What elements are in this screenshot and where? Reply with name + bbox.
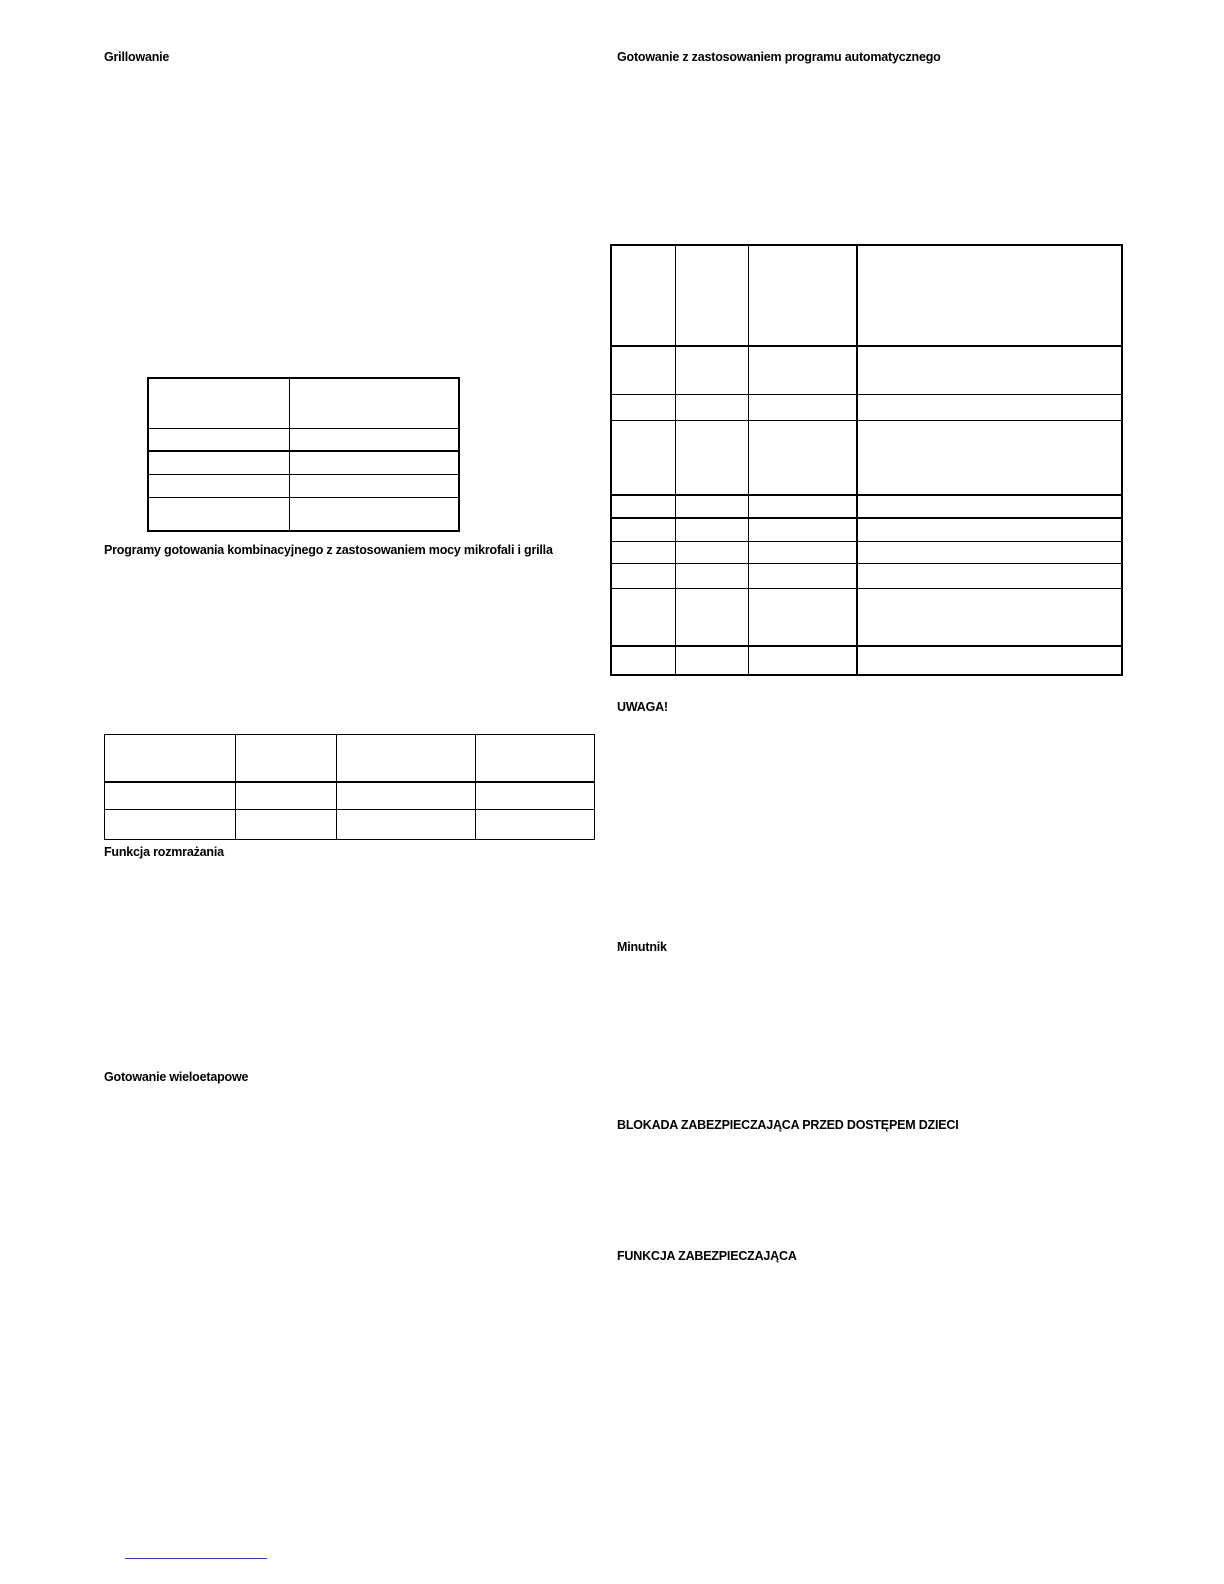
table-cell: [337, 782, 476, 810]
table-cell: [611, 563, 675, 588]
table-cell: [611, 646, 675, 675]
table-cell: [675, 518, 748, 541]
table-row: [105, 782, 595, 810]
table-cell: [748, 563, 857, 588]
table-cell: [148, 378, 289, 428]
table-row: [148, 378, 459, 428]
table-cell: [748, 646, 857, 675]
table-cell: [476, 735, 595, 782]
table-row: [611, 541, 1122, 563]
table-row: [148, 474, 459, 497]
table-cell: [289, 428, 459, 451]
table-row: [148, 497, 459, 531]
table-cell: [148, 497, 289, 531]
table-cell: [289, 474, 459, 497]
table-cell: [289, 497, 459, 531]
table-cell: [857, 420, 1122, 495]
table-cell: [748, 420, 857, 495]
table-cell: [611, 588, 675, 646]
grill-table: [147, 377, 460, 532]
grilling-heading: Grillowanie: [104, 50, 170, 64]
table-cell: [289, 451, 459, 474]
table-cell: [236, 810, 337, 840]
table-cell: [857, 563, 1122, 588]
table-row: [611, 518, 1122, 541]
table-row: [148, 451, 459, 474]
table-cell: [476, 782, 595, 810]
table-cell: [675, 394, 748, 420]
table-row: [105, 735, 595, 782]
timer-heading: Minutnik: [617, 940, 667, 954]
table-cell: [476, 810, 595, 840]
table-cell: [857, 541, 1122, 563]
table-cell: [148, 451, 289, 474]
table-cell: [611, 420, 675, 495]
table-cell: [675, 646, 748, 675]
footnote-rule: [125, 1558, 267, 1559]
combi-programs-heading: Programy gotowania kombinacyjnego z zastosowaniem mocy mikrofali i grilla: [104, 543, 553, 557]
auto-program-table: [610, 244, 1123, 676]
table-cell: [857, 245, 1122, 346]
table-row: [611, 420, 1122, 495]
table-row: [611, 495, 1122, 518]
table-cell: [675, 420, 748, 495]
table-cell: [748, 495, 857, 518]
table-cell: [857, 588, 1122, 646]
table-cell: [857, 518, 1122, 541]
note-heading: UWAGA!: [617, 700, 668, 714]
safety-function-heading: FUNKCJA ZABEZPIECZAJĄCA: [617, 1249, 797, 1263]
table-cell: [611, 541, 675, 563]
table-cell: [675, 495, 748, 518]
table-cell: [857, 394, 1122, 420]
table-cell: [857, 495, 1122, 518]
table-cell: [337, 810, 476, 840]
table-cell: [857, 346, 1122, 394]
table-row: [148, 428, 459, 451]
auto-program-heading: Gotowanie z zastosowaniem programu automatycznego: [617, 50, 941, 64]
table-cell: [675, 245, 748, 346]
table-row: [105, 810, 595, 840]
table-cell: [857, 646, 1122, 675]
combi-table: [104, 734, 595, 840]
table-row: [611, 588, 1122, 646]
table-cell: [105, 782, 236, 810]
table-cell: [236, 735, 337, 782]
table-row: [611, 394, 1122, 420]
table-row: [611, 245, 1122, 346]
table-cell: [748, 346, 857, 394]
table-cell: [748, 394, 857, 420]
table-row: [611, 563, 1122, 588]
table-cell: [236, 782, 337, 810]
table-cell: [611, 346, 675, 394]
table-row: [611, 646, 1122, 675]
table-cell: [611, 245, 675, 346]
table-cell: [148, 474, 289, 497]
multistage-heading: Gotowanie wieloetapowe: [104, 1070, 249, 1084]
table-cell: [611, 518, 675, 541]
defrost-heading: Funkcja rozmrażania: [104, 845, 224, 859]
table-cell: [105, 735, 236, 782]
table-cell: [675, 563, 748, 588]
table-cell: [105, 810, 236, 840]
table-cell: [611, 394, 675, 420]
table-cell: [748, 541, 857, 563]
table-cell: [337, 735, 476, 782]
table-cell: [675, 588, 748, 646]
table-cell: [148, 428, 289, 451]
table-cell: [611, 495, 675, 518]
table-cell: [675, 346, 748, 394]
table-cell: [289, 378, 459, 428]
table-cell: [748, 245, 857, 346]
child-lock-heading: BLOKADA ZABEZPIECZAJĄCA PRZED DOSTĘPEM DZIECI: [617, 1118, 959, 1132]
table-cell: [748, 518, 857, 541]
table-cell: [675, 541, 748, 563]
table-cell: [748, 588, 857, 646]
table-row: [611, 346, 1122, 394]
